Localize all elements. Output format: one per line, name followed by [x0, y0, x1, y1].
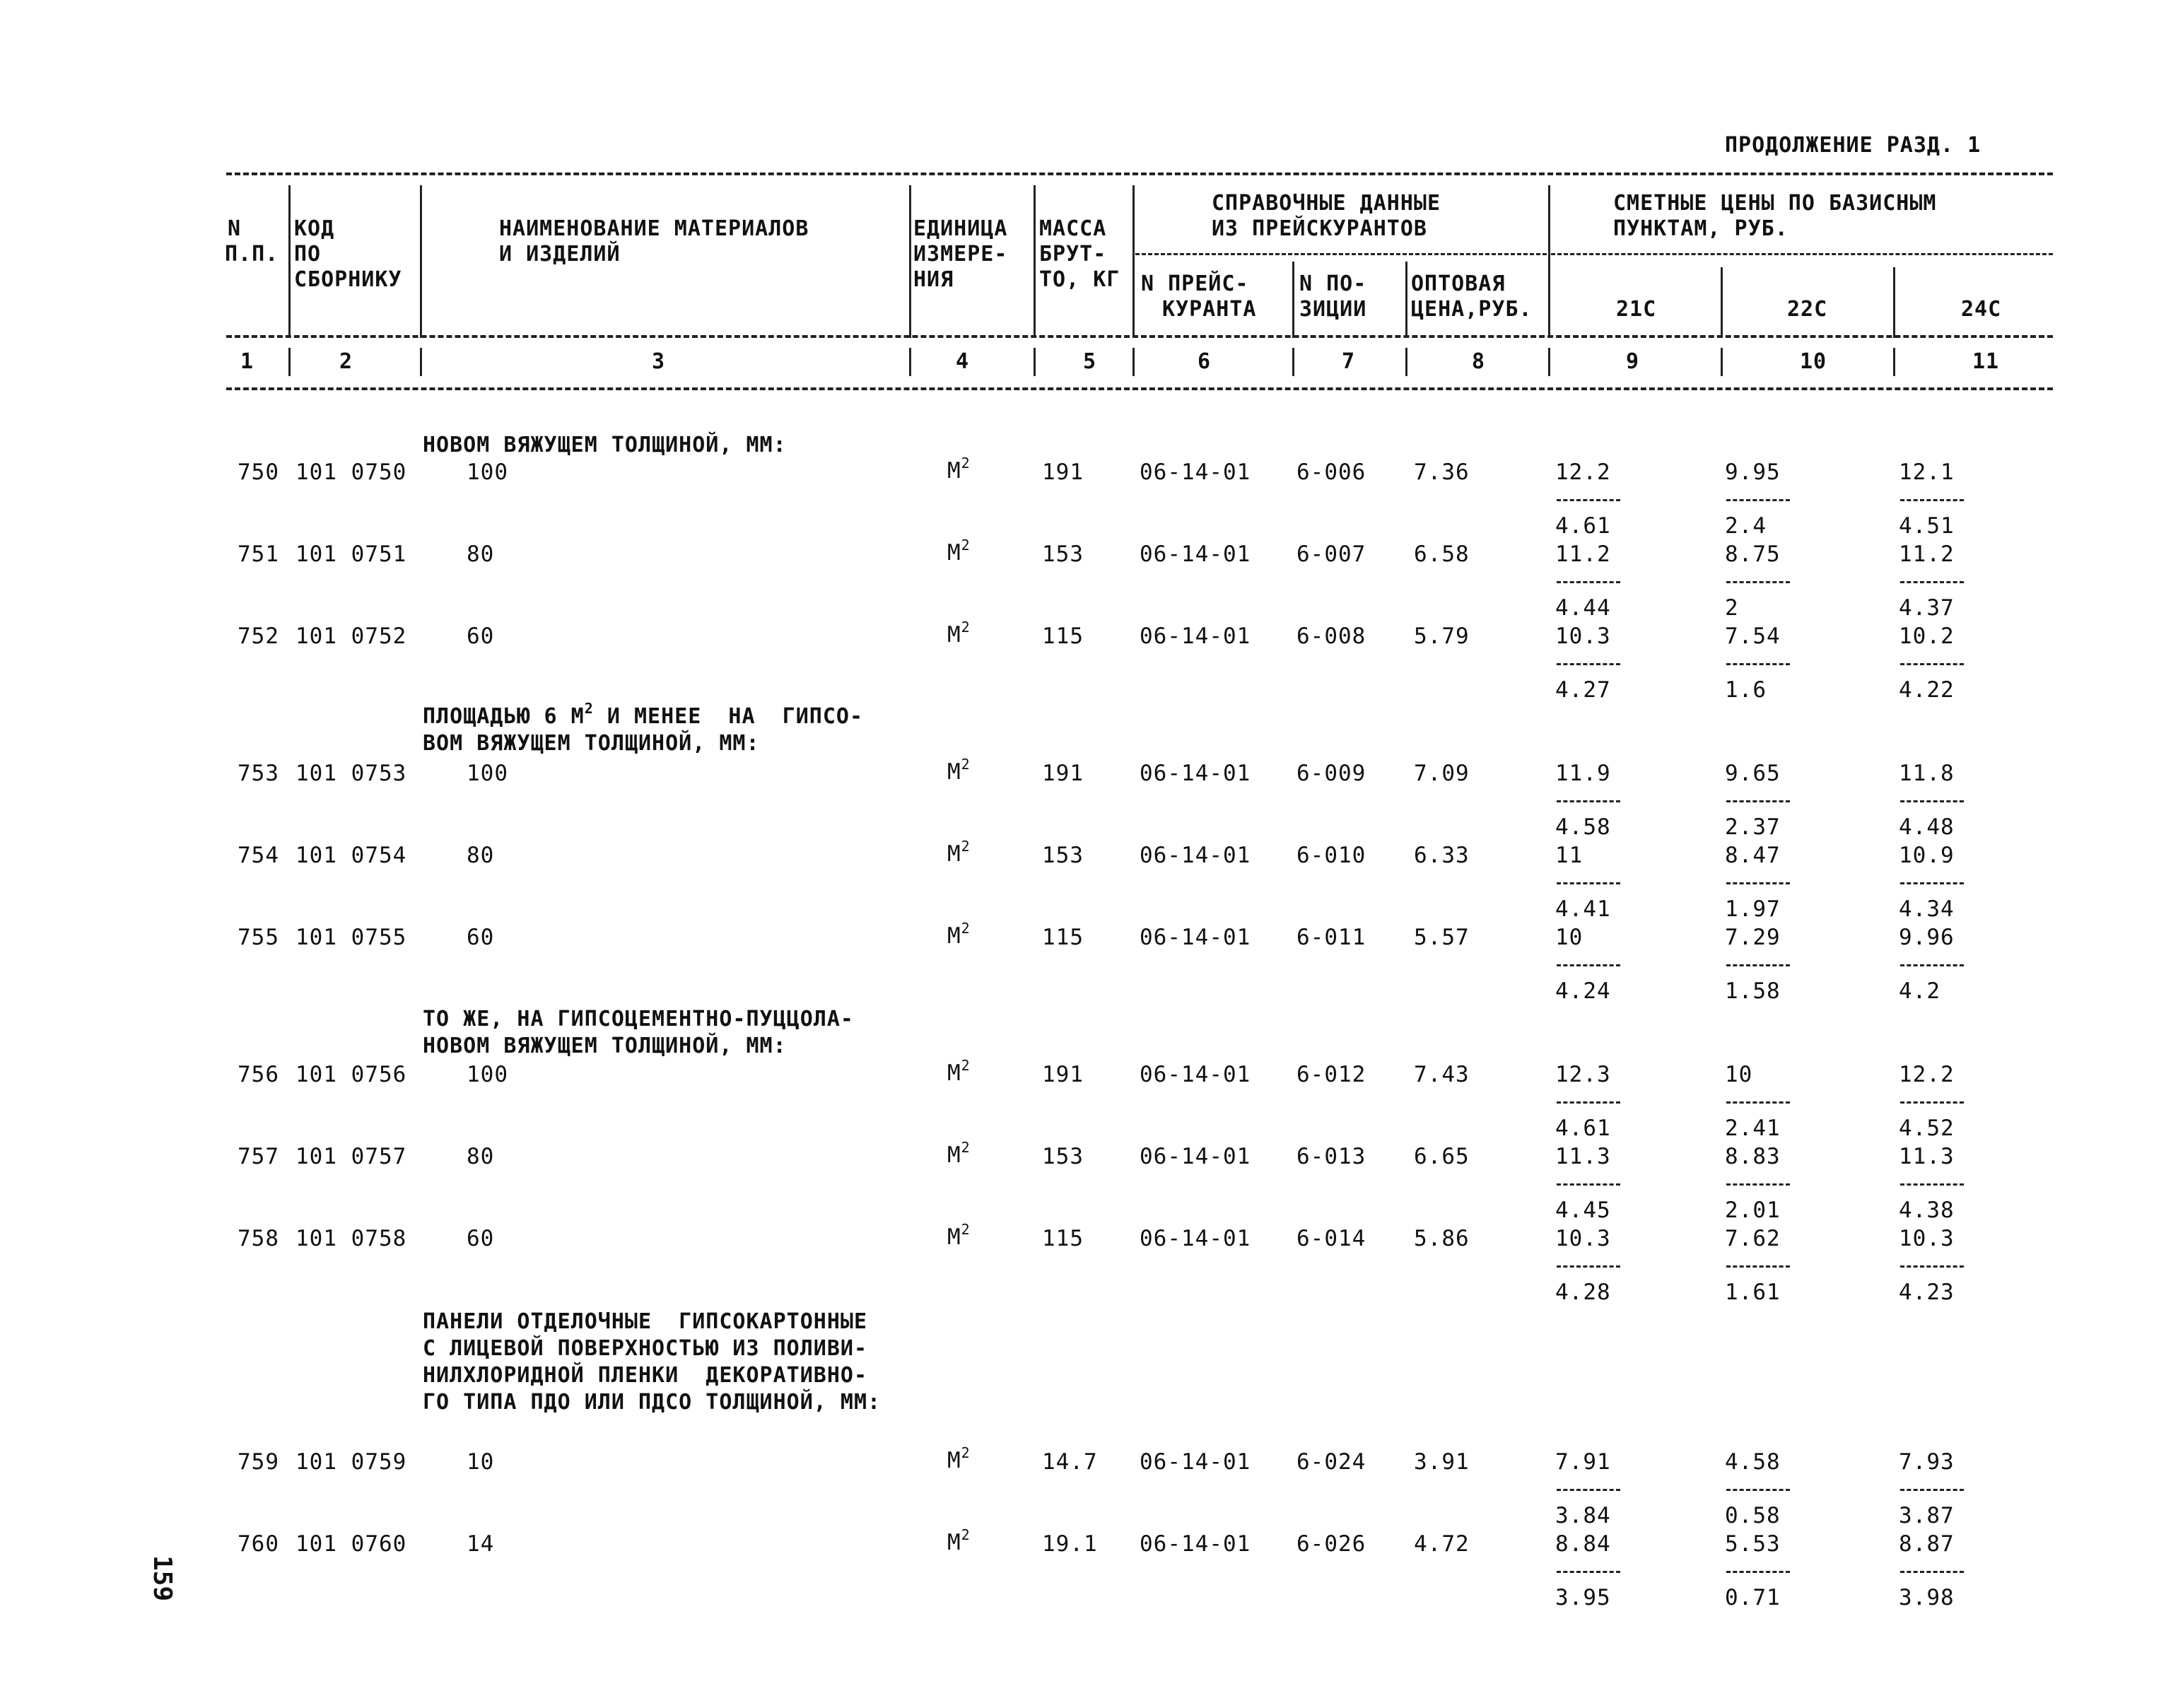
row-price-21c: 11.3	[1555, 1144, 1611, 1169]
row-unit	[947, 1444, 971, 1473]
row-price-24c: 11.3	[1899, 1144, 1955, 1169]
row-mass: 191	[1042, 460, 1084, 485]
row-code: 101 0759	[295, 1449, 407, 1475]
colnum-vrule	[1721, 348, 1723, 376]
row-code: 101 0760	[295, 1531, 407, 1557]
fraction-line	[1557, 964, 1620, 966]
colnum: 1	[240, 349, 254, 374]
row-price-22c: 5.53	[1725, 1531, 1781, 1557]
fraction-line	[1900, 964, 1964, 966]
unit-base: М	[947, 923, 961, 949]
row-position: 6-024	[1296, 1449, 1366, 1475]
fraction-line	[1900, 882, 1964, 884]
header-unit-1: ЕДИНИЦА	[913, 216, 1008, 241]
unit-exponent: 2	[961, 455, 971, 472]
row-mass: 191	[1042, 761, 1084, 786]
row-mass: 191	[1042, 1062, 1084, 1087]
row-pricelist: 06-14-01	[1140, 1226, 1251, 1251]
row-position: 6-011	[1296, 925, 1366, 950]
colnum: 8	[1472, 349, 1486, 374]
row-wholesale: 6.58	[1414, 542, 1470, 567]
header-vrule	[420, 185, 422, 338]
row-price-lower: 4.37	[1899, 595, 1955, 621]
section-heading: ПАНЕЛИ ОТДЕЛОЧНЫЕ ГИПСОКАРТОННЫЕ	[423, 1309, 868, 1334]
colnum: 11	[1972, 349, 2000, 374]
colnum-vrule	[420, 348, 422, 376]
row-price-lower: 4.28	[1555, 1280, 1611, 1305]
fraction-line	[1900, 663, 1964, 665]
row-price-24c: 9.96	[1899, 925, 1955, 950]
row-code: 101 0757	[295, 1144, 407, 1169]
fraction-line	[1557, 663, 1620, 665]
row-price-22c: 7.62	[1725, 1226, 1781, 1251]
fraction-line	[1726, 663, 1790, 665]
row-price-lower: 3.98	[1899, 1585, 1955, 1610]
row-price-21c: 10	[1555, 925, 1583, 950]
row-wholesale: 7.09	[1414, 761, 1470, 786]
header-price-22c: 22С	[1787, 297, 1828, 322]
row-wholesale: 4.72	[1414, 1531, 1470, 1557]
row-price-21c: 11.2	[1555, 542, 1611, 567]
colnum: 7	[1342, 349, 1356, 374]
row-price-lower: 3.95	[1555, 1585, 1611, 1610]
row-price-21c: 12.2	[1555, 460, 1611, 485]
row-price-24c: 11.2	[1899, 542, 1955, 567]
continuation-label: ПРОДОЛЖЕНИЕ РАЗД. 1	[1725, 133, 1981, 158]
fraction-line	[1726, 800, 1790, 802]
header-mass-1: МАССА	[1039, 216, 1107, 241]
row-unit	[947, 619, 971, 648]
row-pricelist: 06-14-01	[1140, 1144, 1251, 1169]
row-unit	[947, 838, 971, 867]
header-pos-2: ЗИЦИИ	[1299, 297, 1367, 322]
row-wholesale: 6.33	[1414, 843, 1470, 868]
row-number: 756	[238, 1062, 279, 1087]
row-code: 101 0753	[295, 761, 407, 786]
row-unit	[947, 1221, 971, 1250]
unit-base: М	[947, 1530, 961, 1555]
row-price-lower: 2	[1725, 595, 1739, 621]
row-unit	[947, 1057, 971, 1086]
colnum-vrule	[1132, 348, 1135, 376]
section-heading: ТО ЖЕ, НА ГИПСОЦЕМЕНТНО-ПУЦЦОЛА-	[423, 1007, 854, 1031]
row-number: 753	[238, 761, 279, 786]
row-price-lower: 2.41	[1725, 1116, 1781, 1141]
row-price-24c: 10.3	[1899, 1226, 1955, 1251]
row-name: 60	[467, 925, 495, 950]
header-est-2: ПУНКТАМ, РУБ.	[1613, 216, 1789, 241]
header-price-24c: 24С	[1961, 297, 2002, 322]
header-unit-3: НИЯ	[913, 267, 954, 292]
row-price-lower: 3.87	[1899, 1503, 1955, 1528]
header-vrule	[909, 185, 911, 338]
header-price-21c: 21С	[1616, 297, 1657, 322]
row-price-lower: 4.22	[1899, 677, 1955, 703]
header-code-2: ПО	[294, 242, 322, 267]
row-price-24c: 11.8	[1899, 761, 1955, 786]
fraction-line	[1726, 1489, 1790, 1491]
colnum-vrule	[1548, 348, 1550, 376]
unit-exponent: 2	[961, 537, 971, 554]
section-heading	[423, 700, 864, 730]
row-number: 759	[238, 1449, 279, 1475]
header-unit-2: ИЗМЕРЕ-	[913, 242, 1008, 267]
row-code: 101 0750	[295, 460, 407, 485]
colnum: 5	[1083, 349, 1097, 374]
colnum-bottom-rule	[226, 387, 2053, 390]
page-number: 159	[148, 1555, 177, 1602]
row-position: 6-007	[1296, 542, 1366, 567]
header-vrule	[1721, 267, 1723, 338]
row-wholesale: 6.65	[1414, 1144, 1470, 1169]
fraction-line	[1557, 1265, 1620, 1268]
fraction-line	[1726, 882, 1790, 884]
row-mass: 115	[1042, 1226, 1084, 1251]
unit-exponent: 2	[961, 838, 971, 855]
header-bottom-rule	[226, 335, 2053, 338]
row-name: 10	[467, 1449, 495, 1475]
unit-base: М	[947, 759, 961, 785]
header-pricelist-2: КУРАНТА	[1162, 297, 1257, 322]
row-price-24c: 12.1	[1899, 460, 1955, 485]
row-name: 80	[467, 542, 495, 567]
row-price-lower: 3.84	[1555, 1503, 1611, 1528]
row-mass: 14.7	[1042, 1449, 1098, 1475]
row-price-lower: 1.6	[1725, 677, 1767, 703]
row-pricelist: 06-14-01	[1140, 460, 1251, 485]
row-price-21c: 10.3	[1555, 1226, 1611, 1251]
colnum: 10	[1800, 349, 1827, 374]
fraction-line	[1557, 800, 1620, 802]
header-vrule	[1034, 185, 1036, 338]
row-name: 100	[467, 460, 508, 485]
fraction-line	[1557, 882, 1620, 884]
row-wholesale: 5.86	[1414, 1226, 1470, 1251]
row-unit	[947, 537, 971, 566]
colnum: 4	[956, 349, 970, 374]
row-price-24c: 7.93	[1899, 1449, 1955, 1475]
row-name: 80	[467, 843, 495, 868]
fraction-line	[1726, 581, 1790, 583]
row-unit	[947, 920, 971, 949]
fraction-line	[1726, 499, 1790, 501]
row-number: 757	[238, 1144, 279, 1169]
row-number: 754	[238, 843, 279, 868]
row-price-21c: 10.3	[1555, 624, 1611, 649]
fraction-line	[1900, 800, 1964, 802]
fraction-line	[1557, 1101, 1620, 1104]
row-unit	[947, 1526, 971, 1555]
colnum-vrule	[288, 348, 291, 376]
header-mass-3: ТО, КГ	[1039, 267, 1120, 292]
row-code: 101 0755	[295, 925, 407, 950]
header-ref-2: ИЗ ПРЕЙСКУРАНТОВ	[1212, 216, 1427, 241]
row-code: 101 0752	[295, 624, 407, 649]
row-price-21c: 11	[1555, 843, 1583, 868]
fraction-line	[1900, 1489, 1964, 1491]
row-price-22c: 8.47	[1725, 843, 1781, 868]
fraction-line	[1557, 1571, 1620, 1573]
fraction-line	[1900, 1571, 1964, 1573]
row-wholesale: 5.57	[1414, 925, 1470, 950]
row-code: 101 0758	[295, 1226, 407, 1251]
row-price-lower: 4.34	[1899, 896, 1955, 922]
row-position: 6-014	[1296, 1226, 1366, 1251]
fraction-line	[1726, 1571, 1790, 1573]
row-price-lower: 4.41	[1555, 896, 1611, 922]
row-price-lower: 1.58	[1725, 978, 1781, 1004]
colnum: 9	[1626, 349, 1640, 374]
row-position: 6-009	[1296, 761, 1366, 786]
row-pricelist: 06-14-01	[1140, 542, 1251, 567]
fraction-line	[1726, 964, 1790, 966]
row-position: 6-008	[1296, 624, 1366, 649]
row-position: 6-013	[1296, 1144, 1366, 1169]
header-wholesale-1: ОПТОВАЯ	[1411, 271, 1506, 296]
header-code-3: СБОРНИКУ	[294, 267, 402, 292]
row-price-21c: 11.9	[1555, 761, 1611, 786]
colnum-vrule	[1893, 348, 1895, 376]
unit-base: М	[947, 622, 961, 648]
section-heading: ГО ТИПА ПДО ИЛИ ПДСО ТОЛЩИНОЙ, ММ:	[423, 1390, 882, 1415]
header-wholesale-2: ЦЕНА,РУБ.	[1411, 297, 1533, 322]
header-vrule	[1292, 262, 1294, 338]
row-number: 760	[238, 1531, 279, 1557]
unit-base: М	[947, 1448, 961, 1473]
header-name-2: И ИЗДЕЛИЙ	[499, 242, 621, 267]
row-number: 750	[238, 460, 279, 485]
unit-exponent: 2	[961, 1221, 971, 1238]
fraction-line	[1557, 581, 1620, 583]
unit-base: М	[947, 1142, 961, 1168]
row-name: 100	[467, 1062, 508, 1087]
row-price-lower: 4.52	[1899, 1116, 1955, 1141]
section-heading: С ЛИЦЕВОЙ ПОВЕРХНОСТЬЮ ИЗ ПОЛИВИ-	[423, 1336, 868, 1361]
row-name: 100	[467, 761, 508, 786]
row-price-lower: 4.51	[1899, 513, 1955, 539]
colnum: 2	[339, 349, 353, 374]
row-price-lower: 4.38	[1899, 1198, 1955, 1223]
row-unit	[947, 1139, 971, 1168]
section-heading: НОВОМ ВЯЖУЩЕМ ТОЛЩИНОЙ, ММ:	[423, 433, 787, 457]
header-vrule	[288, 185, 291, 338]
fraction-line	[1726, 1101, 1790, 1104]
colnum-vrule	[1405, 348, 1407, 376]
row-position: 6-010	[1296, 843, 1366, 868]
header-name-1: НАИМЕНОВАНИЕ МАТЕРИАЛОВ	[499, 216, 809, 241]
row-number: 755	[238, 925, 279, 950]
unit-exponent: 2	[961, 1139, 971, 1156]
row-position: 6-012	[1296, 1062, 1366, 1087]
row-price-lower: 4.44	[1555, 595, 1611, 621]
unit-exponent: 2	[961, 756, 971, 773]
row-price-lower: 4.45	[1555, 1198, 1611, 1223]
header-top-rule	[226, 172, 2053, 175]
header-pricelist-1: N ПРЕЙС-	[1141, 271, 1249, 296]
row-price-lower: 4.61	[1555, 1116, 1611, 1141]
row-price-lower: 2.37	[1725, 814, 1781, 840]
row-price-22c: 9.95	[1725, 460, 1781, 485]
row-name: 60	[467, 1226, 495, 1251]
unit-base: М	[947, 841, 961, 867]
header-np-2: П.П.	[225, 242, 279, 267]
row-wholesale: 7.43	[1414, 1062, 1470, 1087]
row-price-21c: 7.91	[1555, 1449, 1611, 1475]
header-est-1: СМЕТНЫЕ ЦЕНЫ ПО БАЗИСНЫМ	[1613, 191, 1937, 216]
header-vrule	[1405, 262, 1407, 338]
row-name: 60	[467, 624, 495, 649]
row-position: 6-006	[1296, 460, 1366, 485]
row-price-lower: 0.58	[1725, 1503, 1781, 1528]
row-price-lower: 0.71	[1725, 1585, 1781, 1610]
row-number: 752	[238, 624, 279, 649]
row-price-lower: 4.27	[1555, 677, 1611, 703]
fraction-line	[1557, 1183, 1620, 1186]
fraction-line	[1726, 1265, 1790, 1268]
row-mass: 153	[1042, 843, 1084, 868]
row-price-lower: 1.97	[1725, 896, 1781, 922]
row-name: 14	[467, 1531, 495, 1557]
row-wholesale: 7.36	[1414, 460, 1470, 485]
row-wholesale: 5.79	[1414, 624, 1470, 649]
unit-exponent: 2	[961, 1057, 971, 1074]
unit-base: М	[947, 1060, 961, 1086]
fraction-line	[1557, 499, 1620, 501]
row-pricelist: 06-14-01	[1140, 1531, 1251, 1557]
row-pricelist: 06-14-01	[1140, 1449, 1251, 1475]
row-price-22c: 7.29	[1725, 925, 1781, 950]
header-np-line1: N	[228, 216, 242, 241]
row-position: 6-026	[1296, 1531, 1366, 1557]
row-code: 101 0756	[295, 1062, 407, 1087]
row-price-lower: 4.58	[1555, 814, 1611, 840]
row-price-22c: 8.83	[1725, 1144, 1781, 1169]
row-price-lower: 4.2	[1899, 978, 1940, 1004]
row-number: 758	[238, 1226, 279, 1251]
colnum-vrule	[1292, 348, 1294, 376]
row-price-lower: 4.61	[1555, 513, 1611, 539]
row-unit	[947, 756, 971, 785]
row-mass: 153	[1042, 1144, 1084, 1169]
row-price-22c: 8.75	[1725, 542, 1781, 567]
colnum: 6	[1198, 349, 1212, 374]
header-mass-2: БРУТ-	[1039, 242, 1107, 267]
section-heading: ВОМ ВЯЖУЩЕМ ТОЛЩИНОЙ, ММ:	[423, 731, 760, 756]
row-price-24c: 10.9	[1899, 843, 1955, 868]
unit-exponent: 2	[961, 619, 971, 636]
header-pos-1: N ПО-	[1299, 271, 1367, 296]
colnum-vrule	[909, 348, 911, 376]
unit-exponent: 2	[961, 1526, 971, 1543]
row-price-21c: 8.84	[1555, 1531, 1611, 1557]
fraction-line	[1900, 1265, 1964, 1268]
row-pricelist: 06-14-01	[1140, 925, 1251, 950]
fraction-line	[1557, 1489, 1620, 1491]
row-price-lower: 4.24	[1555, 978, 1611, 1004]
colnum-vrule	[1034, 348, 1036, 376]
subheader-rule-est	[1551, 253, 2053, 255]
header-vrule	[1132, 185, 1135, 338]
section-heading-part: И МЕНЕЕ НА ГИПСО-	[593, 704, 864, 729]
unit-exponent: 2	[961, 920, 971, 937]
section-heading: НОВОМ ВЯЖУЩЕМ ТОЛЩИНОЙ, ММ:	[423, 1034, 787, 1058]
row-mass: 19.1	[1042, 1531, 1098, 1557]
header-np	[228, 216, 241, 242]
row-price-22c: 9.65	[1725, 761, 1781, 786]
row-mass: 153	[1042, 542, 1084, 567]
row-price-24c: 12.2	[1899, 1062, 1955, 1087]
row-code: 101 0754	[295, 843, 407, 868]
row-price-lower: 4.48	[1899, 814, 1955, 840]
row-mass: 115	[1042, 925, 1084, 950]
superscript: 2	[584, 700, 594, 717]
header-vrule	[1893, 267, 1895, 338]
row-wholesale: 3.91	[1414, 1449, 1470, 1475]
row-pricelist: 06-14-01	[1140, 843, 1251, 868]
row-price-lower: 2.4	[1725, 513, 1767, 539]
fraction-line	[1726, 1183, 1790, 1186]
row-pricelist: 06-14-01	[1140, 761, 1251, 786]
row-unit	[947, 455, 971, 484]
header-code-1: КОД	[294, 216, 335, 241]
header-ref-1: СПРАВОЧНЫЕ ДАННЫЕ	[1212, 191, 1441, 216]
unit-base: М	[947, 458, 961, 484]
row-price-22c: 10	[1725, 1062, 1753, 1087]
unit-base: М	[947, 540, 961, 566]
row-price-lower: 2.01	[1725, 1198, 1781, 1223]
unit-base: М	[947, 1224, 961, 1250]
fraction-line	[1900, 1183, 1964, 1186]
row-price-24c: 8.87	[1899, 1531, 1955, 1557]
header-vrule	[1548, 185, 1550, 338]
row-pricelist: 06-14-01	[1140, 1062, 1251, 1087]
row-number: 751	[238, 542, 279, 567]
row-code: 101 0751	[295, 542, 407, 567]
fraction-line	[1900, 1101, 1964, 1104]
row-pricelist: 06-14-01	[1140, 624, 1251, 649]
subheader-rule-ref	[1135, 253, 1547, 255]
row-mass: 115	[1042, 624, 1084, 649]
row-price-21c: 12.3	[1555, 1062, 1611, 1087]
row-name: 80	[467, 1144, 495, 1169]
row-price-24c: 10.2	[1899, 624, 1955, 649]
fraction-line	[1900, 499, 1964, 501]
row-price-22c: 4.58	[1725, 1449, 1781, 1475]
row-price-lower: 1.61	[1725, 1280, 1781, 1305]
row-price-22c: 7.54	[1725, 624, 1781, 649]
section-heading: НИЛХЛОРИДНОЙ ПЛЕНКИ ДЕКОРАТИВНО-	[423, 1363, 868, 1388]
section-heading-part: ПЛОЩАДЬЮ 6 М	[423, 704, 585, 729]
fraction-line	[1900, 581, 1964, 583]
unit-exponent: 2	[961, 1444, 971, 1461]
colnum: 3	[652, 349, 666, 374]
row-price-lower: 4.23	[1899, 1280, 1955, 1305]
